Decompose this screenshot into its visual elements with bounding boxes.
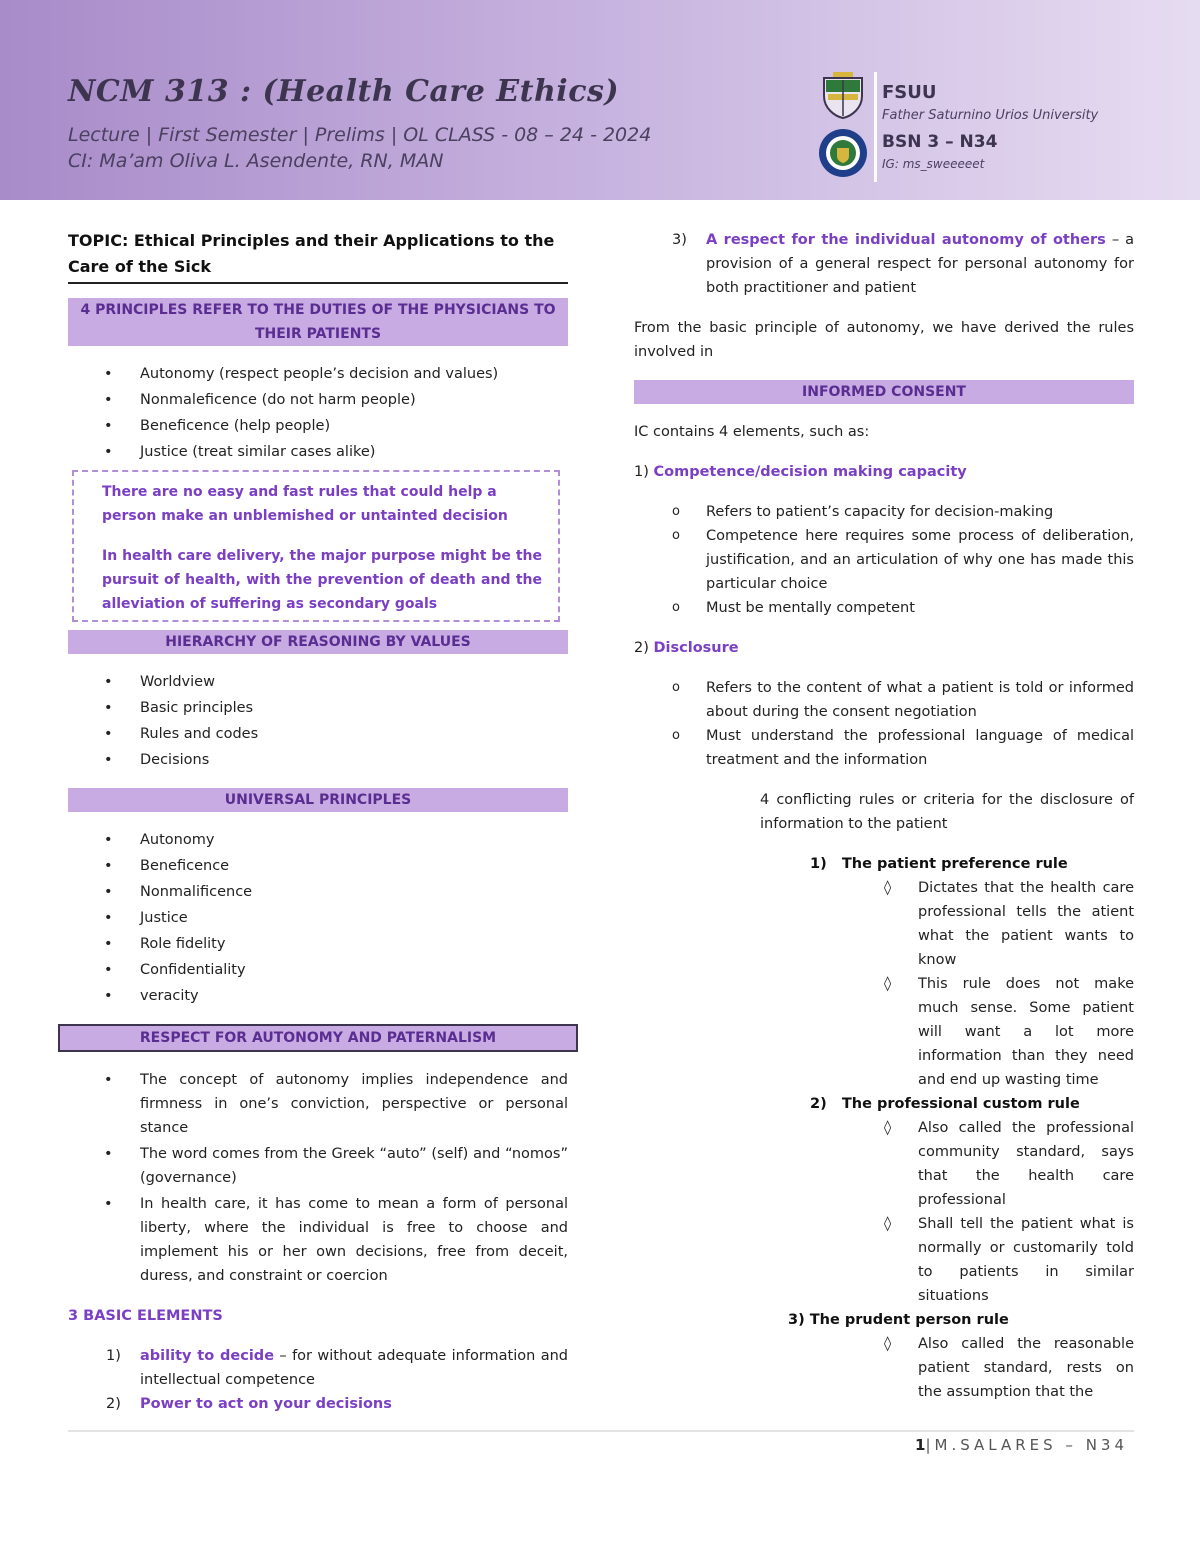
conflicting-rules-intro: 4 conflicting rules or criteria for the disclosure of information to the patient: [760, 792, 1134, 832]
list-item: ◊ Also called the professional community standard, says that the health care professional: [634, 1116, 1134, 1212]
topic-label: TOPIC:: [68, 231, 129, 250]
element-title: Power to act on your decisions: [140, 1396, 392, 1412]
disclosure-heading: [634, 636, 1134, 660]
section-band-informed-consent: INFORMED CONSENT: [634, 380, 1134, 404]
list-item: • Decisions: [68, 748, 568, 772]
list-item: • The word comes from the Greek “auto” (self) and “nomos” (governance): [68, 1142, 568, 1190]
list-item: o Refers to patient’s capacity for decision-making: [634, 500, 1134, 524]
list-item: o Competence here requires some process of deliberation, justification, and an articulation of why one has made this particular choice: [634, 524, 1134, 596]
university-code: FSUU: [882, 82, 937, 103]
list-item: o Refers to the content of what a patient is told or informed about during the consent negotiation: [634, 676, 1134, 724]
element-text: – for without adequate information and intellectual competence: [140, 1348, 568, 1388]
list-item: o Must be mentally competent: [634, 596, 1134, 620]
course-subtitle: Lecture | First Semester | Prelims | OL CLASS - 08 – 24 - 2024: [68, 124, 652, 146]
highlight-text: In health care delivery, the major purpose might be the pursuit of health, with the prevention of death and the alleviation of suffering as secondary goals: [102, 548, 542, 612]
item-number: 1): [106, 1348, 121, 1364]
rule-heading-professional-custom: 2) The professional custom rule: [810, 1096, 1080, 1112]
element-text: – a provision of a general respect for personal autonomy for both practitioner and patient: [706, 232, 1134, 296]
list-item: • Nonmalificence: [68, 880, 568, 904]
rule-heading-prudent-person: 3) The prudent person rule: [788, 1312, 1009, 1328]
list-item: ◊ Shall tell the patient what is normally or customarily told to patients in similar situations: [634, 1212, 1134, 1308]
list-item: • Role fidelity: [68, 932, 568, 956]
basic-element-2: [68, 1392, 568, 1416]
right-column: [634, 228, 1134, 1404]
element-title: Disclosure: [653, 640, 739, 656]
highlight-text: There are no easy and fast rules that could help a person make an unblemished or untainted decision: [102, 484, 508, 524]
item-number: 3): [672, 232, 687, 248]
section-band-autonomy: RESPECT FOR AUTONOMY AND PATERNALISM: [58, 1024, 578, 1052]
list-item: ◊ Dictates that the health care professional tells the atient what the patient wants to know: [634, 876, 1134, 972]
list-item: • The concept of autonomy implies independence and firmness in one’s conviction, perspective or personal stance: [68, 1068, 568, 1140]
element-title: Competence/decision making capacity: [653, 464, 967, 480]
footer-separator: |: [925, 1436, 935, 1454]
instructor-line: CI: Ma’am Oliva L. Asendente, RN, MAN: [68, 150, 444, 172]
element-title: ability to decide: [140, 1348, 275, 1364]
item-number: 2): [634, 640, 654, 656]
university-name: Father Saturnino Urios University: [882, 108, 1099, 123]
list-item: • veracity: [68, 984, 568, 1008]
rule-heading-patient-preference: 1) The patient preference rule: [810, 856, 1068, 872]
header-divider: [874, 72, 877, 182]
rule-3-list: [634, 1332, 1134, 1404]
list-item: • Worldview: [68, 670, 568, 694]
list-item: • Beneficence (help people): [68, 414, 568, 438]
list-item: • Nonmaleficence (do not harm people): [68, 388, 568, 412]
principles-list: [68, 362, 568, 464]
highlight-box: [72, 470, 560, 622]
list-item: ◊ Also called the reasonable patient standard, rests on the assumption that the: [634, 1332, 1134, 1404]
university-shield-logo-icon: [818, 70, 868, 120]
competence-heading: [634, 460, 1134, 484]
section-band-four-principles: 4 PRINCIPLES REFER TO THE DUTIES OF THE PHYSICIANS TO THEIR PATIENTS: [68, 298, 568, 346]
list-item: • Basic principles: [68, 696, 568, 720]
list-item: • Beneficence: [68, 854, 568, 878]
rule-1-list: [634, 876, 1134, 1092]
list-item: • Justice (treat similar cases alike): [68, 440, 568, 464]
list-item: • Rules and codes: [68, 722, 568, 746]
ic-intro: IC contains 4 elements, such as:: [634, 424, 870, 440]
hierarchy-list: [68, 670, 568, 772]
left-column: [68, 228, 568, 1416]
page-footer: [915, 1436, 1128, 1454]
section-band-hierarchy: HIERARCHY OF REASONING BY VALUES: [68, 630, 568, 654]
course-title: NCM 313 : (Health Care Ethics): [68, 74, 620, 109]
disclosure-list: [634, 676, 1134, 772]
basic-element-1: [68, 1344, 568, 1392]
list-item: ◊ This rule does not make much sense. Some patient will want a lot more information than they need and end up wasting time: [634, 972, 1134, 1092]
list-item: • Autonomy: [68, 828, 568, 852]
competence-list: [634, 500, 1134, 620]
list-item: • In health care, it has come to mean a form of personal liberty, where the individual is free to choose and implement his or her own decisions, free from deceit, duress, and constraint or coercion: [68, 1192, 568, 1288]
class-code: BSN 3 – N34: [882, 132, 998, 152]
page-header: [0, 0, 1200, 200]
autonomy-list: [68, 1068, 568, 1288]
item-number: 2): [106, 1396, 121, 1412]
page-number: 1: [915, 1436, 926, 1454]
section-band-universal: UNIVERSAL PRINCIPLES: [68, 788, 568, 812]
item-number: 1): [634, 464, 654, 480]
topic-text: Ethical Principles and their Applications to the Care of the Sick: [68, 231, 555, 276]
list-item: • Justice: [68, 906, 568, 930]
instagram-handle: IG: ms_sweeeeet: [882, 157, 985, 171]
nursing-seal-logo-icon: [818, 128, 868, 178]
basic-element-3: [634, 228, 1134, 300]
footer-divider: [68, 1430, 1134, 1432]
rule-2-list: [634, 1116, 1134, 1308]
list-item: • Confidentiality: [68, 958, 568, 982]
topic-heading: [68, 228, 568, 284]
list-item: o Must understand the professional language of medical treatment and the information: [634, 724, 1134, 772]
element-title: A respect for the individual autonomy of others: [706, 232, 1106, 248]
list-item: • Autonomy (respect people’s decision and values): [68, 362, 568, 386]
derived-paragraph: From the basic principle of autonomy, we have derived the rules involved in: [634, 320, 1134, 360]
universal-list: [68, 828, 568, 1008]
basic-elements-heading: 3 BASIC ELEMENTS: [68, 1308, 223, 1324]
footer-author: M.SALARES – N34: [934, 1436, 1128, 1454]
